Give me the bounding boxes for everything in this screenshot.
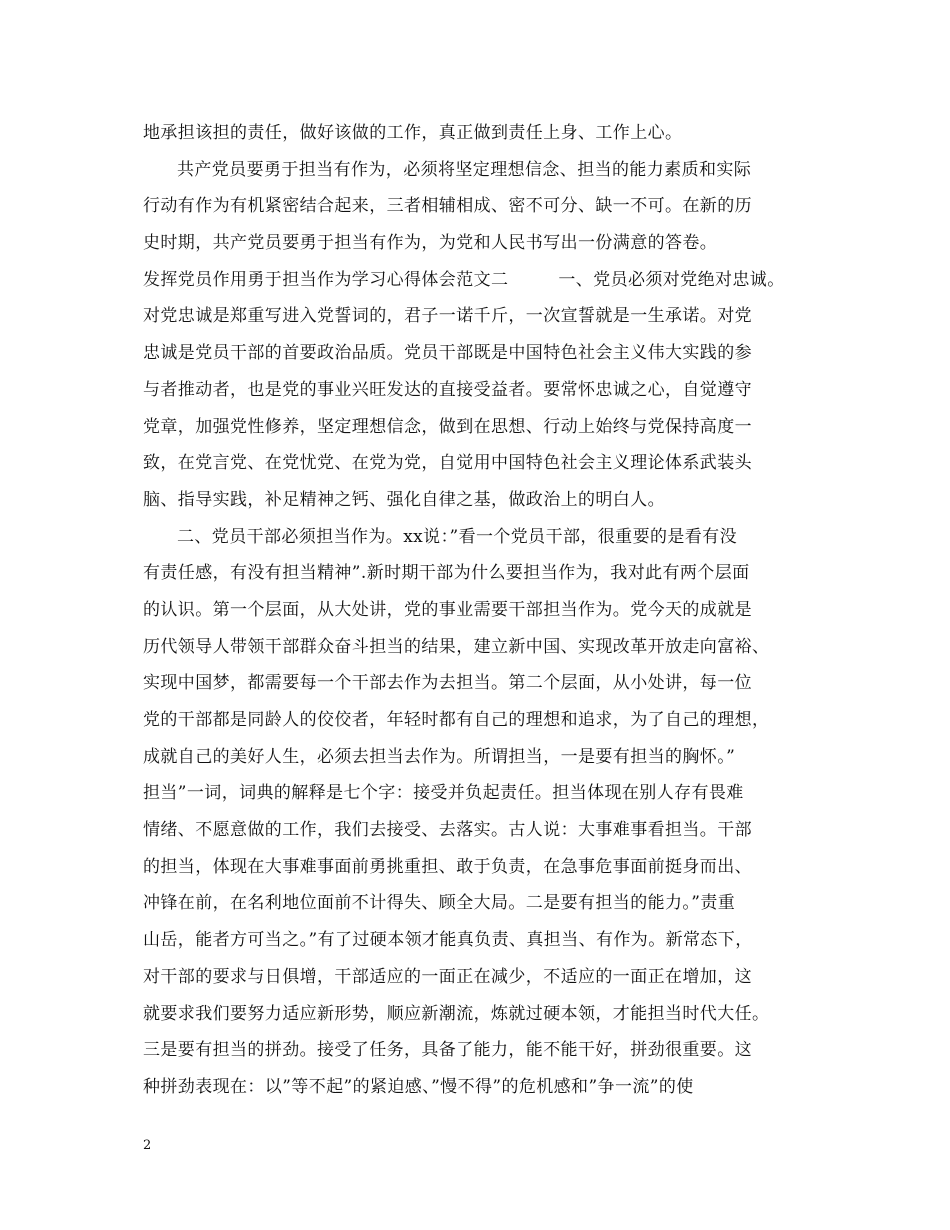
text-line: 历代领导人带领干部群众奋斗担当的结果，建立新中国、实现改革开放走向富裕、: [143, 636, 770, 657]
text-line: 有责任感，有没有担当精神”.新时期干部为什么要担当作为，我对此有两个层面: [143, 563, 750, 584]
text-line: 地承担该担的责任，做好该做的工作，真正做到责任上身、工作上心。: [143, 123, 683, 143]
text-line: 对干部的要求与日俱增，干部适应的一面正在减少，不适应的一面正在增加，这: [143, 966, 752, 987]
text-line: 的认识。第一个层面，从大处讲，党的事业需要干部担当作为。党今天的成就是: [143, 599, 752, 620]
text-line: 史时期，共产党员要勇于担当有作为，为党和人民书写出一份满意的答卷。: [143, 233, 718, 254]
text-line: 冲锋在前，在名利地位面前不计得失、顾全大局。二是要有担当的能力。”责重: [143, 893, 736, 914]
text-line: 山岳，能者方可当之。”有了过硬本领才能真负责、真担当、有作为。新常态下，: [143, 930, 753, 951]
text-line: 脑、指导实践，补足精神之钙、强化自律之基，做政治上的明白人。: [143, 489, 665, 510]
text-line: 党的干部都是同龄人的佼佼者，年轻时都有自己的理想和追求，为了自己的理想，: [143, 710, 770, 730]
text-line: 成就自己的美好人生，必须去担当去作为。所谓担当，一是要有担当的胸怀。”: [143, 746, 736, 767]
section-heading: 发挥党员作用勇于担当作为学习心得体会范文二: [143, 269, 509, 290]
text-line: 三是要有担当的拼劲。接受了任务，具备了能力，能不能干好，拼劲很重要。这: [143, 1040, 752, 1061]
text-line: 的担当，体现在大事难事面前勇挑重担、敢于负责，在急事危事面前挺身而出、: [143, 856, 752, 877]
text-line: 共产党员要勇于担当有作为，必须将坚定理想信念、担当的能力素质和实际: [177, 159, 752, 180]
text-line: 对党忠诚是郑重写进入党誓词的，君子一诺千斤，一次宣誓就是一生承诺。对党: [143, 306, 752, 327]
text-line: 二、党员干部必须担当作为。xx说：”看一个党员干部，很重要的是看有没: [177, 526, 737, 547]
body-text: [143, 115, 823, 1106]
text-line: 就要求我们要努力适应新形势，顺应新潮流，炼就过硬本领，才能担当时代大任。: [143, 1003, 770, 1024]
text-line: 情绪、不愿意做的工作，我们去接受、去落实。古人说：大事难事看担当。干部: [143, 820, 752, 841]
text-line: 实现中国梦，都需要每一个干部去作为去担当。第二个层面，从小处讲，每一位: [143, 673, 752, 694]
text-line: 党章，加强党性修养，坚定理想信念，做到在思想、行动上始终与党保持高度一: [143, 416, 752, 437]
text-line: 一、党员必须对党绝对忠诚。: [558, 269, 785, 290]
text-line: 担当”一词，词典的解释是七个字：接受并负起责任。担当体现在别人存有畏难: [143, 783, 744, 804]
text-line: 忠诚是党员干部的首要政治品质。党员干部既是中国特色社会主义伟大实践的参: [143, 343, 752, 364]
text-line: 致，在党言党、在党忧党、在党为党，自觉用中国特色社会主义理论体系武装头: [143, 453, 752, 474]
heading-line: [143, 262, 823, 299]
text-line: 种拼劲表现在：以”等不起”的紧迫感、”慢不得”的危机感和”争一流”的使: [143, 1076, 694, 1097]
text-line: 行动有作为有机紧密结合起来，三者相辅相成、密不可分、缺一不可。在新的历: [143, 196, 752, 217]
page-number: 2: [143, 1138, 152, 1153]
text-line: 与者推动者，也是党的事业兴旺发达的直接受益者。要常怀忠诚之心，自觉遵守: [143, 379, 752, 400]
